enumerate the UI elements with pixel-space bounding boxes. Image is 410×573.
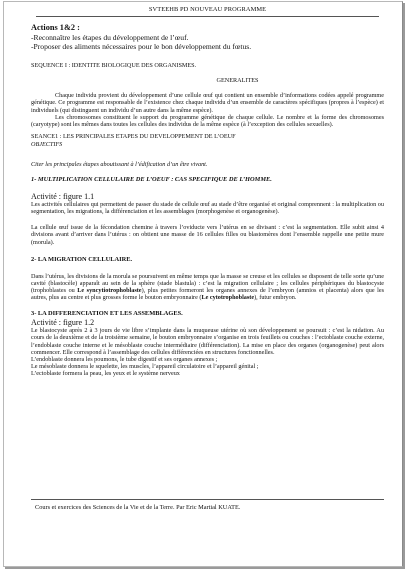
section-3-title: 3- LA DIFFERENCIATION ET LES ASSEMBLAGES. xyxy=(31,310,183,318)
action-line-1: -Reconnaître les étapes du développement de l’œuf. xyxy=(31,32,189,42)
section-3-paragraph: Le blastocyste après 2 à 3 jours de vie libre s’implante dans la muqueuse utérine où son développement se poursuit : c’est la nidation. Au cours de la deuxième et de la troisième semaine, le bouton embryonnaire s’organise en trois feuillets ou couches : l’ectoblaste couche externe, l’endoblaste couche interne et le mésoblaste couche intermédiaire (différenciation). La mise en place des organes (organogenèse) peut alors commencer. Elle correspond à l’assemblage des cellules différenciées en structures fonctionnelles. xyxy=(31,327,384,356)
generalites-title: GENERALITES xyxy=(216,77,259,85)
section-1-activity: Activité : figure 1.1 xyxy=(31,191,95,201)
page-content xyxy=(31,6,384,377)
seance-title: SEANCE1 : LES PRINCIPALES ETAPES DU DEVELOPPEMENT DE L’OEUF xyxy=(31,133,236,141)
page-header: SVTEEHB PD NOUVEAU PROGRAMME xyxy=(36,6,379,17)
generalites-paragraph-1: Chaque individu provient du développement d’une cellule œuf qui contient un ensemble d’informations codées appelé programme génétique. Ce programme est responsable de l’existence chez chaque individu d’un ensemble de caractères spécifiques (propres à l’espèce) et individuels (qui distinguent un individu d’un autre dans la même espèce). xyxy=(31,92,384,114)
objectifs-label: OBJECTIFS xyxy=(31,140,63,148)
section-2-text-a: Dans l’utérus, les divisions de la morula se poursuivent en même temps que la masse se creuse et les cellules se disposent de telle sorte qu’une cavité (blastocèle) apparaît au sein de la sphère (stade blastula) : c’est la migration cellulaire ; les cellules périphériques du blastocyste (trophoblastes ou xyxy=(31,272,384,294)
section-2-paragraph xyxy=(31,273,384,302)
section-3-line-mesoblaste: Le mésoblaste donnera le squelette, les muscles, l’appareil circulatoire et l’appareil génital ; xyxy=(31,363,259,371)
section-3-activity: Activité : figure 1.2 xyxy=(31,318,95,328)
section-1-paragraph-2: La cellule œuf issue de la fécondation chemine à travers l’oviducte vers l’utérus en se divisant : c’est la segmentation. Elle subit ainsi 4 divisions avant d’arriver dans l’utérus : on obtient une masse de 16 cellules filles ou blastomères dont l’ensemble rappelle une petite mure (morula). xyxy=(31,224,384,246)
objective-text: Citer les principales étapes aboutissant à l’édification d’un être vivant. xyxy=(31,160,208,168)
page-footer: Cours et exercices des Sciences de la Vie et de la Terre. Par Eric Martial KUATE. xyxy=(31,499,384,511)
actions-title: Actions 1&2 : xyxy=(31,23,80,32)
section-2-text-c: ), plus petites formeront les organes annexes de l’embryon (amnios et placenta) alors que les autres, plus au centre et plus grosses forme le bouton embryonnaire ( xyxy=(31,287,384,302)
section-2-text-e: ), futur embryon. xyxy=(254,294,297,302)
document-page xyxy=(3,1,403,567)
section-2-title: 2- LA MIGRATION CELLULAIRE. xyxy=(31,255,133,263)
term-syncytiotrophoblaste: Le syncytiotrophoblaste xyxy=(77,287,142,294)
sequence-title: SEQUENCE I : IDENTITE BIOLOGIQUE DES ORGANISMES. xyxy=(31,62,197,70)
term-cytotrophoblaste: Le cytotrophoblaste xyxy=(201,294,255,302)
generalites-paragraph-2: Les chromosomes constituent le support du programme génétique de chaque cellule. Le nombre et la forme des chromosomes (caryotype) sont les mêmes dans toutes les cellules des individus de la même espèce (à l’exception des cellules sexuelles). xyxy=(31,113,384,128)
action-line-2: -Proposer des aliments nécessaires pour le bon développement du fœtus. xyxy=(31,41,252,51)
section-1-paragraph-1: Les activités cellulaires qui permettent de passer du stade de cellule œuf au stade d’être organisé et original comprennent : la multiplication ou segmentation, les migrations, la différenciation et les assemblages (morphogenèse et organogenèse). xyxy=(31,200,384,216)
section-1-title: 1- MULTIPLICATION CELLULAIRE DE L’OEUF : CAS SPECIFIQUE DE L’HOMME. xyxy=(31,175,272,183)
section-3-line-ectoblaste: L’ectoblaste formera la peau, les yeux et le système nerveux xyxy=(31,370,180,378)
section-3-line-endoblaste: L’endoblaste donnera les poumons, le tube digestif et ses organes annexes ; xyxy=(31,355,218,363)
